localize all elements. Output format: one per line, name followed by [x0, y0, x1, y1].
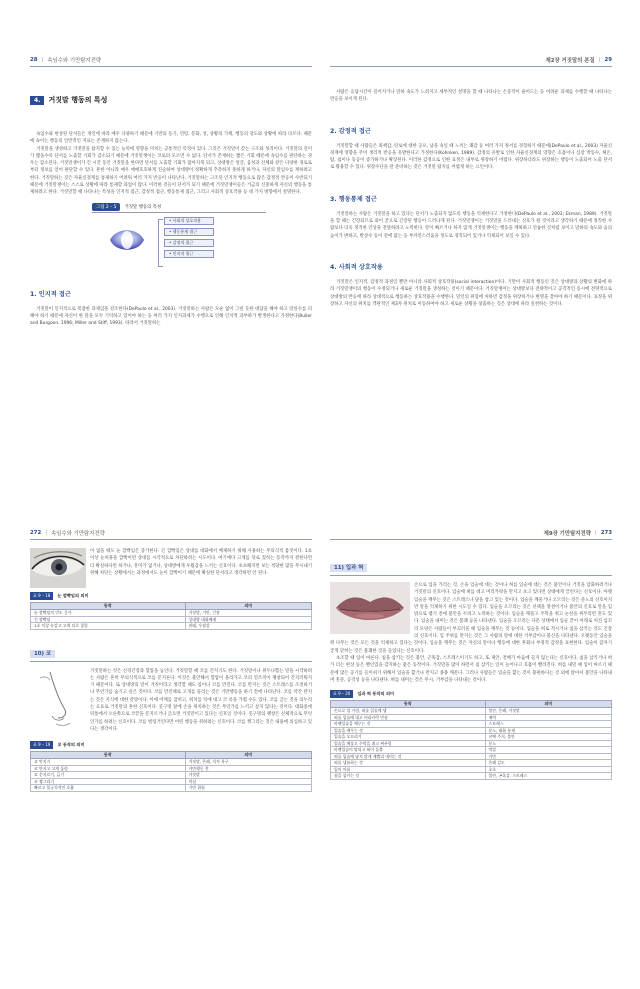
page-28	[30, 55, 312, 475]
table-cell: 불안, 은폐, 거짓말	[485, 708, 611, 715]
table-cell: 손으로 입 가림, 혀를 입술에 댐	[331, 708, 486, 715]
page-number: 28	[30, 57, 38, 63]
table-cell: 코 만지기	[31, 759, 186, 766]
table-cell: 선택 주저, 불안	[485, 734, 611, 741]
table-header-row	[31, 603, 312, 610]
chapter-title: 제2장 거짓말의 본질	[545, 58, 595, 64]
table-cell: 거짓말, 기만, 긴장	[185, 610, 311, 617]
table-cell: 1초 이상 눈감고 고개 뒤로 젖힘	[31, 623, 186, 630]
table-cell: 코 찡그리기	[31, 778, 186, 785]
figure-item: • 인지적 접근	[164, 250, 214, 258]
table-cell: 긴 깜빡임	[31, 616, 186, 623]
table-tag: 표 9 – 18	[30, 592, 53, 600]
table-cell: 눈 깜빡임의 빈도 증가	[31, 610, 186, 617]
table-cell: 아랫입술이 말리고 혀이 돌출	[331, 747, 486, 754]
column-header: 동작	[31, 603, 186, 610]
table-cell: 기만 위험	[185, 785, 311, 792]
table-title	[30, 741, 312, 749]
table-row	[31, 785, 312, 792]
column-header: 의미	[185, 752, 311, 759]
table-tag: 표 9 – 20	[330, 690, 353, 698]
table-cell: 매력	[485, 714, 611, 721]
table-cell: 혀를 낼름하는 것	[331, 760, 486, 767]
table-cell: 분노	[485, 740, 611, 747]
table-cell: 불안, 곤혹감, 스트레스	[485, 773, 611, 780]
page-number: 29	[604, 57, 612, 63]
section-heading	[30, 95, 312, 105]
table-cell: 억압	[485, 747, 611, 754]
table-cell: 입술을 오므리기	[331, 734, 486, 741]
subsection-heading: 11) 입과 혀	[330, 564, 367, 572]
subsection-heading: 4. 사회적 상호작용	[330, 263, 383, 271]
column-header: 동작	[331, 701, 486, 708]
table-cell: 빠르고 불규칙적인 호흡	[31, 785, 186, 792]
table-blink-meaning	[30, 602, 312, 630]
chapter-title: 제9장 기만탐지전략	[543, 531, 591, 537]
lens-disc-graphic	[108, 225, 146, 255]
lips-photo	[330, 582, 410, 634]
table-cell: 입술을 깨물고 주먹을 쥐고 찌푸림	[331, 740, 486, 747]
heading-rule	[30, 661, 312, 662]
table-cell: 은폐 감도	[485, 760, 611, 767]
header-separator: |	[594, 530, 597, 536]
table-header-row	[331, 701, 612, 708]
table-title	[30, 592, 312, 600]
table-cell: 코 문지르기, 긁기	[31, 772, 186, 779]
header-separator: |	[598, 57, 601, 63]
table-cell: 상대방 대화배제	[185, 616, 311, 623]
figure-caption	[92, 203, 161, 211]
page-number: 273	[600, 530, 612, 536]
figure-title: 거짓말 행동의 특성	[124, 204, 162, 210]
figure-item: • 감정적 접근	[164, 239, 214, 247]
page-272	[30, 528, 312, 968]
eye-paragraph: 이 없을 때도 눈 깜빡임은 증가한다. 긴 깜빡임은 상대를 대화에서 배제하기 위해 사용하는 무의식적 몸짓이다. 1초 이상 눈꺼풀을 깜빡이면 상대를 시각적으로 차단하려는 시도이다. 여기에다 고개를 뒤로 젖히는 동작까지 곁한다면 더 확실하다면 하거나, 흥미가 없거나, 상대방에게 우월감을 느끼는 신호이다. 초초해지면 보는 적당한 많을 무시내기 위해 차단는 상황에서는 과정에서도 눈이 깜빡이기 때문에 확실한 단서라고 생각하면 안 된다.	[90, 549, 312, 576]
figure-bracket	[158, 219, 163, 267]
section-number: 4.	[30, 96, 44, 105]
subsection-heading: 10) 코	[30, 650, 55, 658]
column-header: 의미	[485, 701, 611, 708]
table-cell: 거짓말	[185, 772, 311, 779]
page-number: 272	[30, 530, 42, 536]
nose-paragraph: 거짓말하는 것은 신경긴장과 혈압을 높인다. 거짓말할 때 코를 건지기도 한다. 거짓말이나 위두나쁨는 말을 시작하려는 사람은 흔히 무의식적으로 코를 문지른다. 이것은 불안해서 혈압이 올라가고 코의 연조직이 팽창되어 간지러워지기 때문이다. 또 상대방의 말이 거짓이라고 생각할 때도 입이나 코를 만진다. 코를 만지는 것은 스트레스를 조절하거나 무언가를 숨기고 싶은 것이다. 코를 만진채로 고개를 돌리는 것은 거만행동을 하기 전에 나타난다. 코를 약간 만지는 것은 지식에 대한 갈망이다. 이에 어깨를 굽히고, 위치를 틱에 대고 코 폭을 가볍 수도 있다. 코를 긁는 것을 의누리는 요표로 거짓말의 흔한 신호이다. 콧구멍 앞에 손을 위치하는 것은 무언가를 느끼고 싶지 않다는 것이다. 대화중에 뒤통에서 오른쪽으로 코끝을 문지르거나 긁으면 거짓말이고 있다는 신호일 것이다. 콧구멍의 팽창은 신체적으로 무엇인가를 하려는 신호이다. 코를 벌렁거린다면 어떤 행동을 취하려는 신호이다. 코를 찡그리는 것은 내용에 의심하고 있다는 생각이다.	[90, 668, 312, 732]
book-title: 속임수와 기만탐지전략	[47, 58, 102, 64]
nose-heading-block	[30, 640, 312, 662]
lips-section	[330, 582, 612, 684]
running-header	[30, 528, 312, 540]
intro-paragraph: 거짓말을 생성하고 거짓말을 탐지할 수 있는 능력에 영향을 미치는 공통적인 특징이 있다. 그것은 거짓말이 갖는 구조와 성격이다. 거짓말의 길이가 짧을수록 단서를 노출할 기회가 감소되기 때문에 거짓말쟁이는 코로의 모르면 수 없다. 단서가 존재하는 짧은 기회 때문에 속임수를 판단하는 경우는 감소된다. 거짓말쟁이가 긴 시간 동안 거짓말을 한다면 단서를 노출할 기회가 많아지게 되고, 상대방은 얼굴, 음성과 신체와 같은 다양한 경로로부터 정보를 얻어 판단할 수 있다. 흔한 아니라 매우 애매호호하게 진술하여 상대방이 정확하게 추측하지 못하게 하거나, 자신의 말임수를 계하려고 한다. 거짓말하는 것은 자율신경계를 통제하기 어려워 여러 가지 반응이 나타난다. 거짓말하는 고조된 인지적 행동으로 많은 감정적 반응이 수반되기 때문에 거짓말쟁이는 스스로 상황에 따라 통제할 과업이 많다. 이러한 것들이 단서가 되기 때문에 거짓말쟁이들은 거금의 신중하게 자신의 행동을 통제하려고 한다. 거짓말할 때 나타나는 특성을 인지적 접근, 감정적 접근, 행동통제 접근, 그리고 사회적 상호작용 등 네 가지 방향에서 설명한다.	[30, 146, 312, 196]
table-cell: 아랫입술을 깨무는 것	[331, 721, 486, 728]
table-cell: 거짓말, 은폐, 지적 욕구	[185, 759, 311, 766]
eye-section	[30, 548, 312, 577]
table-caption: 눈 깜빡임의 의미	[57, 593, 89, 598]
column-header: 동작	[31, 752, 186, 759]
running-header	[330, 55, 612, 67]
nose-section	[30, 668, 312, 734]
table-cell: 거만행동 전	[185, 765, 311, 772]
subsection-paragraph: 거짓말하는 사람은 거짓말을 하고 있다는 단서가 노출되지 않도록 행동을 억제한다고 가정한다(DePaulo et al., 2003; Ekman, 1989). 거짓말을 할 때는 긴장되므로 외어 굳으로 긴장된 행동이 드러나게 된다. 거짓말쟁이는 거짓말을 드러내는 신호가 될 것이라고 생각하기 때문에 정직한 사람보다 더욱 정직한 인상을 전달하려고 노력한다. 말이 빠르거나 하지 않게 거짓말쟁이는 행동을 계획하고 연습한 것처럼 보이고 말하의 속도와 음의 높이가 변하고, 발상수 동이 전에 없는 등 부자연스러움을 정도로 경직되어 있거나 억제되어 보일 수 있다.	[330, 211, 612, 239]
heading-rule	[330, 575, 612, 576]
table-row	[331, 773, 612, 780]
lips-heading-block	[330, 554, 612, 576]
table-cell: 입술을 깨무는 것	[331, 727, 486, 734]
table-cell: 초초	[485, 766, 611, 773]
table-cell: 권태, 우월감	[185, 623, 311, 630]
figure-item-list	[164, 217, 214, 261]
lips-paragraph: 손으로 입을 가리는 것, 손을 입술에 대는 것이나 혀를 입술에 대는 것은 불안이나 거짓을 암화하려거나 거짓말의 신호이다. 입술에 혀를 대고 머리카락을 만지고 보고 있다면 상대에게 끌린다는 신호이다. 아랫입술을 깨무는 것은 스트레스나 당을 참고 있는 것이다. 입술을 깨물거나 오므리는 것은 분노의 신호이지만 말을 억제하기 위한 시도일 수 있다. 입술을 오므리는 것은 선택을 망설이거나 불안의 신호로 말을 입 밖으로 뱉기 전에 불안을 두려고 노력하는 것이다. 입술을 깨물고 주먹을 쥐고 눈살을 찌푸리면 혼도 있다. 입술을 내미는 것은 불쾌 등을 나타낸다. 입술을 오므리는 다문 상태에서 입술 끝이 아래로 처진 입꼬리 모양은 사람들이 부끄러울 때 입술을 깨무는 것 등이다. 입술을 혀로 적시거나 침을 삼키는 것도 긴장의 신호이다. 입 주위를 만지는 것은 그 사람의 말에 대한 거부감이나 불신을 나타낸다. 오랫동안 입술을 꽉 다무는 것은 모든 것을 억제하고 있다는 것이다. 입술을 깨무는 것은 자신의 말이나 행동에 대한 후회나 부정적 감정을 표현한다. 입술이 갑자기 굳게 닫히는 것은 불쾌한 것을 들었다는 신호이다.	[330, 583, 612, 654]
page-29	[330, 55, 612, 475]
subsection-heading: 3. 행동통제 접근	[330, 195, 377, 203]
table-cell: 거만	[485, 753, 611, 760]
figure-item: • 행동통제 접근	[164, 228, 214, 236]
page-273	[330, 528, 612, 968]
header-separator: |	[45, 530, 48, 536]
section-title: 거짓말 행동의 특성	[48, 96, 108, 104]
table-cell: 코 만지고 고개 돌림	[31, 765, 186, 772]
table-cell: 침을 삼키는 것	[331, 773, 486, 780]
book-title: 속임수와 기만탐지전략	[51, 531, 105, 537]
nose-illustration	[30, 668, 86, 730]
table-caption: 입과 혀 동작의 의미	[357, 691, 395, 697]
table-row	[31, 623, 312, 630]
table-caption: 코 동작의 의미	[57, 742, 85, 748]
table-header-row	[31, 752, 312, 759]
table-cell: 혀를 입술에 닿지 않게 재빨리 내미는 것	[331, 753, 486, 760]
running-header	[330, 528, 612, 540]
subsection-paragraph: 거짓말은 인지적, 감정적 과정일 뿐만 아니라 사회적 상호작용(social interaction)이다. 기만이 사회적 행동인 것은 상대방과 상황의 변화에 따라 거짓말쟁이의 행동이 수정되거나 새로운 거짓말을 생성하는 것이기 때문이다. 거짓말쟁이는 상대방보다 전략적이고 공격적인 동시에 전략적으로 상대방의 반응에 따라 상대적으로 행동하는 상호작용을 수행한다. 말인의 위험에 처하면 감정을 위장하거나 변명을 찾아야 하기 때문이다. 표정을 위장하고 자신의 위치를 객관적인 제3자 위치로 이동하여야 하고 새로운 상황을 창출하는 것은 상대에 따라 실천하는 것이다.	[330, 279, 612, 307]
table-cell: 의심	[185, 778, 311, 785]
table-tag: 표 9 – 19	[30, 741, 53, 749]
table-cell: 혀를 입술에 대고 머리카락 만짐	[331, 714, 486, 721]
table-cell: 분노, 대화 통제	[485, 727, 611, 734]
figure-lie-characteristics	[30, 203, 312, 271]
subsection-heading: 1. 인지적 접근	[30, 290, 71, 298]
table-cell: 스트레스	[485, 721, 611, 728]
figure-item: • 사회적 상호작용	[164, 217, 214, 225]
table-nose-meaning	[30, 751, 312, 792]
figure-tag: 그림 2 – 5	[92, 203, 120, 211]
lips-paragraph: 초조할 때 입이 마른다. 침을 삼키는 것은 불안, 곤혹감, 스트레스이기도 하고, 또 제안, 전배가 마음에 들지 않는다는 신호이다. 침을 삼키거나 혀가 더는 현상 등은 밴인있을 감지하는 좋은 동작이다. 거짓말을 많이 하면서 침 삼키는 일이 늘어나고 호흡이 빨라진다. 혀를 내밀 때 입이 마르기 때문에 많은 공기를 들이쉬기 위해서 입술을 핥거나 만지고 종종 깨문다. 그러나 사람들은 입술을 핥는 것이 불편하다는 것 외에 앉아서 불안을 나타내며 흥분, 공격성 등을 나타낸다. 혀를 내미는 것은 무시, 거부감을 나타내는 것이다.	[330, 655, 612, 683]
table-cell: 입이 마름	[331, 766, 486, 773]
subsection-heading: 2. 감정적 접근	[330, 127, 371, 135]
subsection-paragraph: 거짓말할 때 사람들은 죄책감, 탄로에 대한 공포, 남을 속일 때 느끼는 쾌감 등 여러 가지 정서를 경험하기 때문에(DePaulo et al., 2003) 자율신경계에 영향을 주어 생리적 반응을 유발한다고 가정한다(Kohnken, 1989). 감정의 유발로 인한 자율신경계의 영향은 호흡이나 심장 박동수, 체온, 땀, 침이나 동공이 증가하거나 확장된다. 이러한 감정으로 인한 표정은 내부로 위장하기 어렵다. 위장하더라도 위장하는 행동이 노출되어 노출 단서로 활용할 수 있다. 위장수단을 잘 준비하는 것은 거짓말 탐지를 어렵게 하는 요인이다.	[330, 143, 612, 171]
running-header	[30, 55, 312, 67]
continued-paragraph: 사람은 응답시간이 길어지거나 말하 속도가 느려지고 세부적인 설명을 할 때 나타나는 손동작이 줄어드는 등 어려운 과제를 수행할 때 나타나는 반응을 보이게 된다.	[330, 90, 612, 103]
header-separator: |	[41, 57, 44, 63]
eye-photo	[30, 548, 86, 588]
table-lips-meaning	[330, 700, 612, 780]
column-header: 의미	[185, 603, 311, 610]
figure-rule	[92, 212, 266, 213]
table-title	[330, 690, 612, 698]
intro-paragraph: 속임수와 현상된 단서들은 개인에 따라 매우 다양하기 때문에 기만의 동기, 연령, 문화, 성, 상황의 가책, 행동의 강도와 상황에 따라 다르다. 때문에 속이는 행동의 일반적인 지표는 존재하지 않는다.	[30, 132, 312, 145]
subsection-paragraph: 거짓말이 인지적으로 복잡한 과제임을 강조한다(DePaulo et al., 2003). 거짓말하는 사람은 모순 없이 그럴 듯한 대답을 해야 하고 말실수를 피해야 하기 때문에 자신이 한 말을 모두 기억하고 있어야 하는 등 여러 가지 인지과제가 수행으로 인해 인지적 과부하가 발생한다고 가정한다(Buller and Burgoon, 1996; Miller and Stiff, 1993). 따라서 거짓말하는	[30, 306, 312, 327]
